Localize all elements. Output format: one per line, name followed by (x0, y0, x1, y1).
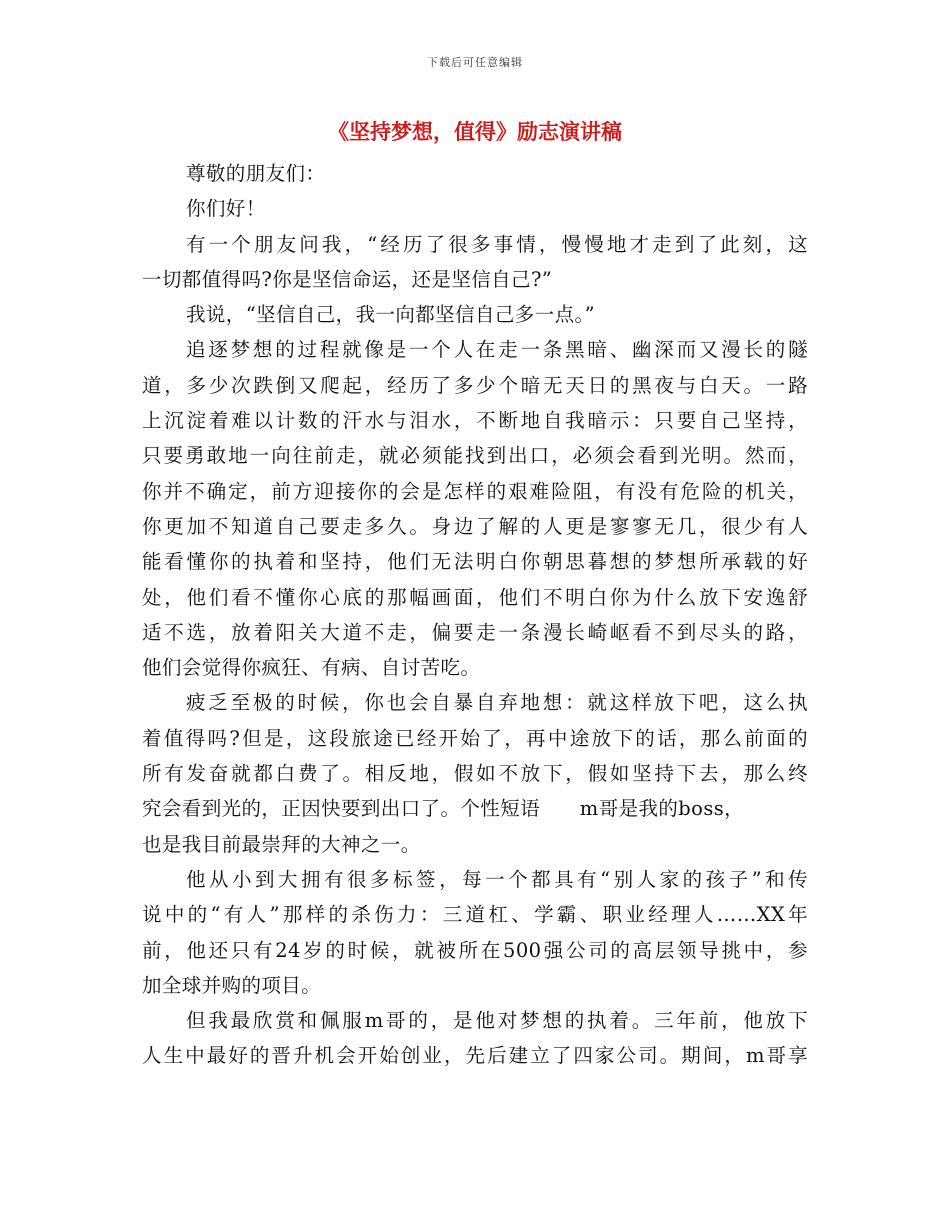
document-title: 《坚持梦想，值得》励志演讲稿 (328, 119, 622, 144)
salutation: 尊敬的朋友们： (186, 162, 326, 185)
paragraph-line: 只要勇敢地一向往前走，就必须能找到出口，必须会看到光明。然而， (142, 444, 808, 468)
paragraph-line: 我说，“坚信自己，我一向都坚信自己多一点。” (186, 303, 595, 327)
paragraph-line: 疲乏至极的时候，你也会自暴自弃地想：就这样放下吧，这么执 (186, 691, 808, 715)
paragraph-line: 但我最欣赏和佩服m哥的，是他对梦想的执着。三年前，他放下 (186, 1009, 808, 1033)
document-body (142, 156, 808, 1074)
paragraph-line: 他们会觉得你疯狂、有病、自讨苦吃。 (142, 656, 481, 680)
greeting: 你们好！ (186, 197, 266, 221)
header-note: 下载后可任意编辑 (427, 56, 523, 69)
paragraph-line: 着值得吗?但是，这段旅途已经开始了，再中途放下的话，那么前面的 (142, 726, 808, 750)
paragraph-line: 你并不确定，前方迎接你的会是怎样的艰难险阻，有没有危险的机关， (142, 479, 808, 503)
paragraph-line: 道，多少次跌倒又爬起，经历了多少个暗无天日的黑夜与白天。一路 (142, 373, 808, 397)
paragraph-line: 他从小到大拥有很多标签，每一个都具有“别人家的孩子”和传 (186, 867, 808, 891)
paragraph-line: 有一个朋友问我，“经历了很多事情，慢慢地才走到了此刻，这 (186, 232, 808, 256)
paragraph-line: 一切都值得吗?你是坚信命运，还是坚信自己?” (142, 267, 553, 291)
paragraph-line: 也是我目前最崇拜的大神之一。 (142, 832, 421, 856)
paragraph-line: 说中的“有人”那样的杀伤力：三道杠、学霸、职业经理人……XX年 (142, 903, 808, 927)
paragraph-line: 人生中最好的晋升机会开始创业，先后建立了四家公司。期间，m哥享 (142, 1044, 808, 1068)
paragraph-line: 上沉淀着难以计数的汗水与泪水，不断地自我暗示：只要自己坚持， (142, 409, 808, 433)
paragraph-line: 适不选，放着阳关大道不走，偏要走一条漫长崎岖看不到尽头的路， (142, 620, 808, 644)
paragraph-line: 能看懂你的执着和坚持，他们无法明白你朝思暮想的梦想所承载的好 (142, 550, 808, 574)
paragraph-line: 前，他还只有24岁的时候，就被所在500强公司的高层领导挑中，参 (142, 938, 808, 962)
paragraph-line: 你更加不知道自己要走多久。身边了解的人更是寥寥无几，很少有人 (142, 514, 808, 538)
paragraph-line: 究会看到光的，正因快要到出口了。个性短语 m哥是我的boss， (142, 797, 745, 821)
paragraph-line: 处，他们看不懂你心底的那幅画面，他们不明白你为什么放下安逸舒 (142, 585, 808, 609)
paragraph-line: 所有发奋就都白费了。相反地，假如不放下，假如坚持下去，那么终 (142, 762, 808, 786)
paragraph-line: 追逐梦想的过程就像是一个人在走一条黑暗、幽深而又漫长的隧 (186, 338, 808, 362)
paragraph-line: 加全球并购的项目。 (142, 973, 322, 997)
